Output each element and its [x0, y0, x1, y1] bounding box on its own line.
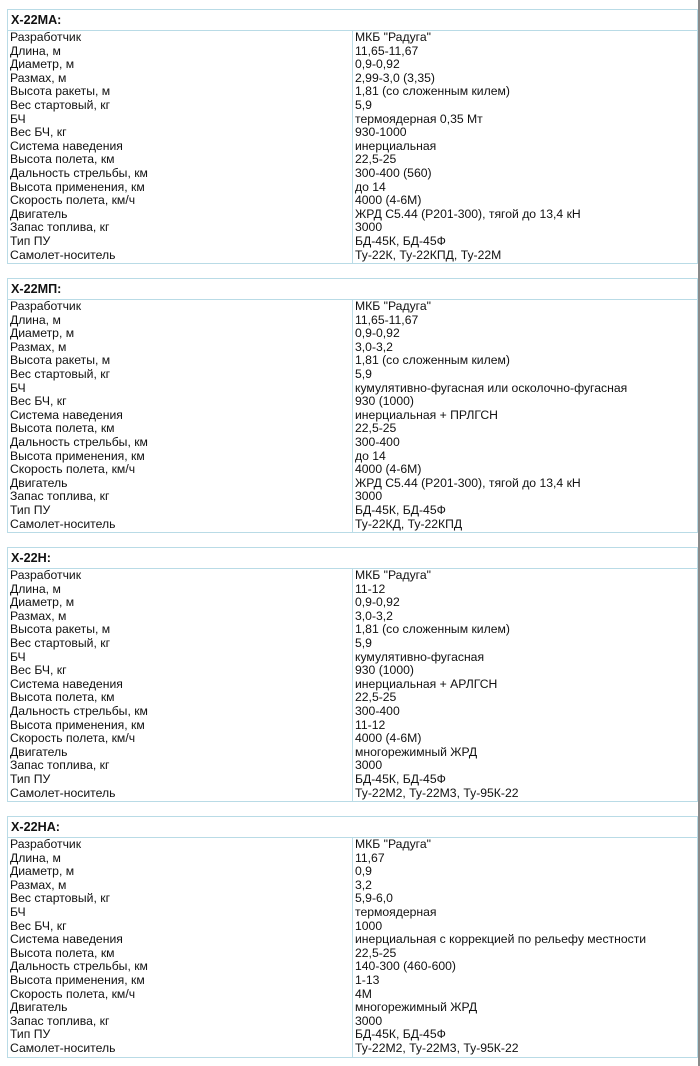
- table-row: [8, 167, 698, 181]
- table-row: [8, 1015, 698, 1029]
- spec-table-kh22n: [7, 547, 698, 802]
- spec-value: ЖРД С5.44 (Р201-300), тягой до 13,4 кН: [353, 477, 698, 491]
- spec-value: 5,9: [353, 368, 698, 382]
- table-row: [8, 422, 698, 436]
- spec-value: 11,67: [353, 852, 698, 866]
- spec-label: Размах, м: [10, 609, 67, 623]
- spec-value: 11,65-11,67: [353, 314, 698, 328]
- spec-value: 3,0-3,2: [353, 341, 698, 355]
- spec-label: Высота применения, км: [10, 973, 145, 987]
- spec-value: 0,9-0,92: [353, 596, 698, 610]
- spec-label: Вес стартовый, кг: [10, 367, 111, 381]
- spec-label: Высота полета, км: [10, 153, 115, 167]
- spec-label: Тип ПУ: [10, 234, 51, 248]
- table-row: [8, 450, 698, 464]
- table-row: [8, 1042, 698, 1057]
- spec-value: 22,5-25: [353, 153, 698, 167]
- table-row: [8, 208, 698, 222]
- table-title: Х-22НА:: [8, 817, 698, 838]
- spec-value: 300-400: [353, 705, 698, 719]
- spec-value: многорежимный ЖРД: [353, 746, 698, 760]
- spec-label: Высота ракеты, м: [10, 354, 111, 368]
- table-row: [8, 221, 698, 235]
- spec-value: 4000 (4-6М): [353, 463, 698, 477]
- table-title-row: [8, 548, 698, 569]
- spec-table-kh22na: [7, 816, 698, 1058]
- spec-value: до 14: [353, 181, 698, 195]
- table-row: [8, 787, 698, 802]
- spec-label: Вес стартовый, кг: [10, 892, 111, 906]
- table-row: [8, 947, 698, 961]
- table-row: [8, 705, 698, 719]
- spec-value: 930 (1000): [353, 664, 698, 678]
- spec-table-kh22ma: [7, 9, 698, 264]
- spec-value: БД-45К, БД-45Ф: [353, 504, 698, 518]
- spec-value: 2,99-3,0 (3,35): [353, 72, 698, 86]
- spec-label: Высота полета, км: [10, 422, 115, 436]
- spec-value: 3000: [353, 759, 698, 773]
- table-row: [8, 892, 698, 906]
- table-row: [8, 759, 698, 773]
- spec-label: БЧ: [10, 650, 26, 664]
- spec-value: 3000: [353, 1015, 698, 1029]
- spec-value: до 14: [353, 450, 698, 464]
- spec-label: БЧ: [10, 381, 26, 395]
- table-row: [8, 852, 698, 866]
- table-title: Х-22МА:: [8, 10, 698, 31]
- spec-value: 11,65-11,67: [353, 45, 698, 59]
- table-row: [8, 409, 698, 423]
- spec-label: Разработчик: [10, 299, 82, 313]
- table-row: [8, 664, 698, 678]
- spec-value: МКБ "Радуга": [353, 838, 698, 852]
- spec-value: МКБ "Радуга": [353, 31, 698, 45]
- table-row: [8, 1001, 698, 1015]
- spec-value: 4М: [353, 988, 698, 1002]
- table-title: Х-22МП:: [8, 279, 698, 300]
- table-row: [8, 354, 698, 368]
- spec-table-kh22mp: [7, 278, 698, 533]
- table-row: [8, 906, 698, 920]
- spec-label: Система наведения: [10, 677, 123, 691]
- spec-label: Система наведения: [10, 408, 123, 422]
- table-row: [8, 678, 698, 692]
- spec-label: Вес БЧ, кг: [10, 664, 67, 678]
- spec-value: 3000: [353, 221, 698, 235]
- spec-value: 0,9-0,92: [353, 58, 698, 72]
- spec-value: 5,9-6,0: [353, 892, 698, 906]
- table-row: [8, 596, 698, 610]
- table-row: [8, 974, 698, 988]
- spec-label: Скорость полета, км/ч: [10, 463, 136, 477]
- spec-value: 4000 (4-6М): [353, 194, 698, 208]
- spec-label: Дальность стрельбы, км: [10, 960, 148, 974]
- table-row: [8, 838, 698, 852]
- spec-value: 140-300 (460-600): [353, 960, 698, 974]
- spec-label: Диаметр, м: [10, 596, 75, 610]
- table-row: [8, 1028, 698, 1042]
- spec-label: Вес стартовый, кг: [10, 636, 111, 650]
- spec-value: кумулятивно-фугасная: [353, 651, 698, 665]
- spec-label: Тип ПУ: [10, 503, 51, 517]
- table-row: [8, 933, 698, 947]
- spec-label: Разработчик: [10, 837, 82, 851]
- spec-value: инерциальная: [353, 140, 698, 154]
- spec-value: БД-45К, БД-45Ф: [353, 1028, 698, 1042]
- table-row: [8, 623, 698, 637]
- table-row: [8, 518, 698, 533]
- spec-value: МКБ "Радуга": [353, 300, 698, 314]
- spec-label: Диаметр, м: [10, 58, 75, 72]
- table-row: [8, 610, 698, 624]
- table-row: [8, 960, 698, 974]
- spec-value: 1-13: [353, 974, 698, 988]
- spec-value: 22,5-25: [353, 947, 698, 961]
- spec-value: ЖРД С5.44 (Р201-300), тягой до 13,4 кН: [353, 208, 698, 222]
- spec-value: 300-400: [353, 436, 698, 450]
- table-title-row: [8, 10, 698, 31]
- spec-value: 930-1000: [353, 126, 698, 140]
- spec-value: 1000: [353, 920, 698, 934]
- table-row: [8, 583, 698, 597]
- table-row: [8, 31, 698, 45]
- table-row: [8, 865, 698, 879]
- table-row: [8, 368, 698, 382]
- spec-value: 22,5-25: [353, 422, 698, 436]
- spec-value: 22,5-25: [353, 691, 698, 705]
- spec-label: Тип ПУ: [10, 1028, 51, 1042]
- spec-label: Длина, м: [10, 313, 61, 327]
- spec-label: Высота применения, км: [10, 449, 145, 463]
- spec-label: Высота применения, км: [10, 180, 145, 194]
- spec-label: Самолет-носитель: [10, 786, 116, 800]
- table-row: [8, 153, 698, 167]
- table-row: [8, 746, 698, 760]
- spec-value: 5,9: [353, 637, 698, 651]
- spec-value: 930 (1000): [353, 395, 698, 409]
- spec-label: Система наведения: [10, 139, 123, 153]
- spec-value: 11-12: [353, 719, 698, 733]
- spec-label: Длина, м: [10, 582, 61, 596]
- spec-value: МКБ "Радуга": [353, 569, 698, 583]
- spec-label: Двигатель: [10, 207, 68, 221]
- table-title-row: [8, 817, 698, 838]
- spec-label: Вес БЧ, кг: [10, 919, 67, 933]
- spec-label: Вес БЧ, кг: [10, 126, 67, 140]
- spec-label: Высота полета, км: [10, 946, 115, 960]
- table-row: [8, 99, 698, 113]
- table-row: [8, 181, 698, 195]
- spec-label: Двигатель: [10, 745, 68, 759]
- spec-label: Самолет-носитель: [10, 517, 116, 531]
- table-row: [8, 58, 698, 72]
- spec-value: БД-45К, БД-45Ф: [353, 235, 698, 249]
- table-row: [8, 477, 698, 491]
- spec-label: Система наведения: [10, 933, 123, 947]
- table-row: [8, 113, 698, 127]
- table-row: [8, 504, 698, 518]
- spec-value: многорежимный ЖРД: [353, 1001, 698, 1015]
- spec-label: Разработчик: [10, 568, 82, 582]
- spec-value: термоядерная 0,35 Мт: [353, 113, 698, 127]
- table-row: [8, 879, 698, 893]
- spec-label: Запас топлива, кг: [10, 490, 110, 504]
- table-row: [8, 732, 698, 746]
- spec-label: Дальность стрельбы, км: [10, 435, 148, 449]
- spec-label: Высота применения, км: [10, 718, 145, 732]
- spec-value: 0,9-0,92: [353, 327, 698, 341]
- spec-label: Высота ракеты, м: [10, 85, 111, 99]
- table-row: [8, 395, 698, 409]
- table-row: [8, 45, 698, 59]
- table-row: [8, 463, 698, 477]
- table-row: [8, 300, 698, 314]
- table-row: [8, 194, 698, 208]
- table-row: [8, 988, 698, 1002]
- table-row: [8, 637, 698, 651]
- spec-value: 1,81 (со сложенным килем): [353, 85, 698, 99]
- table-row: [8, 569, 698, 583]
- spec-label: Дальность стрельбы, км: [10, 704, 148, 718]
- table-row: [8, 490, 698, 504]
- table-row: [8, 651, 698, 665]
- spec-value: 0,9: [353, 865, 698, 879]
- spec-label: Скорость полета, км/ч: [10, 194, 136, 208]
- spec-value: инерциальная + ПРЛГСН: [353, 409, 698, 423]
- spec-value: 1,81 (со сложенным килем): [353, 354, 698, 368]
- table-row: [8, 719, 698, 733]
- spec-label: Запас топлива, кг: [10, 759, 110, 773]
- spec-label: Дальность стрельбы, км: [10, 166, 148, 180]
- spec-label: Размах, м: [10, 71, 67, 85]
- spec-label: Вес стартовый, кг: [10, 98, 111, 112]
- spec-value: 3,2: [353, 879, 698, 893]
- table-row: [8, 314, 698, 328]
- spec-value: инерциальная + АРЛГСН: [353, 678, 698, 692]
- table-row: [8, 691, 698, 705]
- spec-label: Запас топлива, кг: [10, 221, 110, 235]
- table-row: [8, 341, 698, 355]
- table-row: [8, 140, 698, 154]
- spec-label: Тип ПУ: [10, 772, 51, 786]
- spec-value: 4000 (4-6М): [353, 732, 698, 746]
- table-row: [8, 72, 698, 86]
- spec-value: Ту-22К, Ту-22КПД, Ту-22М: [353, 249, 698, 264]
- table-row: [8, 773, 698, 787]
- spec-value: кумулятивно-фугасная или осколочно-фугасная: [353, 382, 698, 396]
- spec-label: Самолет-носитель: [10, 1041, 116, 1055]
- spec-value: 3,0-3,2: [353, 610, 698, 624]
- table-row: [8, 920, 698, 934]
- spec-label: БЧ: [10, 112, 26, 126]
- spec-value: Ту-22М2, Ту-22М3, Ту-95К-22: [353, 787, 698, 802]
- table-row: [8, 126, 698, 140]
- table-title: Х-22Н:: [8, 548, 698, 569]
- spec-value: Ту-22КД, Ту-22КПД: [353, 518, 698, 533]
- spec-label: Высота полета, км: [10, 691, 115, 705]
- spec-label: Запас топлива, кг: [10, 1014, 110, 1028]
- spec-value: 3000: [353, 490, 698, 504]
- table-row: [8, 327, 698, 341]
- spec-value: 1,81 (со сложенным килем): [353, 623, 698, 637]
- spec-label: Разработчик: [10, 30, 82, 44]
- spec-label: Диаметр, м: [10, 327, 75, 341]
- spec-value: инерциальная с коррекцией по рельефу местности: [353, 933, 698, 947]
- table-row: [8, 85, 698, 99]
- spec-value: БД-45К, БД-45Ф: [353, 773, 698, 787]
- spec-label: Диаметр, м: [10, 865, 75, 879]
- table-row: [8, 436, 698, 450]
- table-row: [8, 235, 698, 249]
- spec-value: 11-12: [353, 583, 698, 597]
- spec-label: БЧ: [10, 905, 26, 919]
- spec-label: Самолет-носитель: [10, 248, 116, 262]
- spec-label: Вес БЧ, кг: [10, 395, 67, 409]
- spec-label: Двигатель: [10, 476, 68, 490]
- table-row: [8, 249, 698, 264]
- spec-value: 5,9: [353, 99, 698, 113]
- spec-label: Размах, м: [10, 878, 67, 892]
- spec-label: Двигатель: [10, 1001, 68, 1015]
- spec-label: Длина, м: [10, 44, 61, 58]
- table-title-row: [8, 279, 698, 300]
- spec-value: 300-400 (560): [353, 167, 698, 181]
- table-row: [8, 382, 698, 396]
- spec-label: Скорость полета, км/ч: [10, 987, 136, 1001]
- spec-label: Скорость полета, км/ч: [10, 732, 136, 746]
- spec-value: термоядерная: [353, 906, 698, 920]
- spec-value: Ту-22М2, Ту-22М3, Ту-95К-22: [353, 1042, 698, 1057]
- spec-label: Размах, м: [10, 340, 67, 354]
- spec-label: Высота ракеты, м: [10, 623, 111, 637]
- spec-label: Длина, м: [10, 851, 61, 865]
